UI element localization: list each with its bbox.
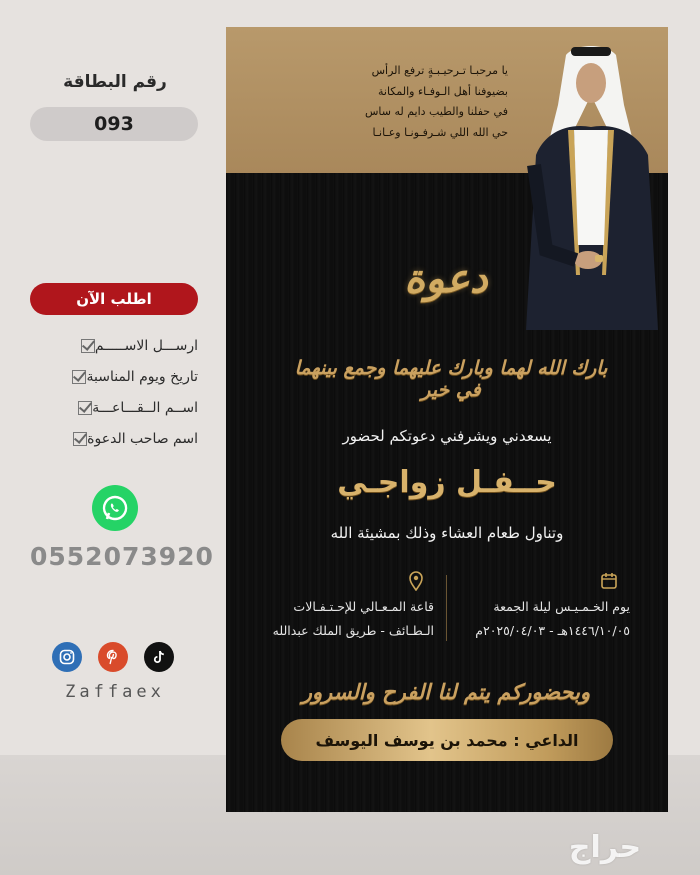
groom-figure-illustration — [516, 35, 666, 330]
location-pin-icon — [408, 571, 424, 591]
event-date-block — [448, 595, 630, 643]
phone-number[interactable]: 0552073920 — [30, 542, 214, 571]
order-now-button[interactable]: اطلب الآن — [30, 283, 198, 315]
pinterest-icon[interactable] — [98, 642, 128, 672]
event-name: حــفـل زواجـي — [337, 465, 557, 500]
requirement-item: تاريخ ويوم المناسبة — [30, 361, 198, 392]
calendar-icon — [601, 571, 617, 591]
host-name-banner: الداعي : محمد بن يوسف اليوسف — [281, 719, 613, 761]
invitation-card — [226, 27, 668, 812]
card-number-value: 093 — [30, 107, 198, 141]
instagram-icon[interactable] — [52, 642, 82, 672]
requirement-item: اسم صاحب الدعوة — [30, 423, 198, 454]
event-venue-block — [250, 595, 434, 643]
closing-phrase: وبحضوركم يتم لنا الفرح والسرور — [301, 679, 591, 704]
requirement-item: اســم الــقـــاعـــة — [30, 392, 198, 423]
venue-address: الـطـائف - طريق الملك عبدالله — [272, 623, 434, 638]
marriage-blessing: بارك الله لهما وبارك عليهما وجمع بينهما في خير — [294, 357, 608, 401]
event-day: يوم الخـمـيـس ليلة الجمعة — [493, 599, 630, 614]
checkbox-icon — [73, 432, 87, 446]
brand-name: Zaffaex — [65, 682, 165, 702]
venue-name: قاعة المـعـالي للإحـتـفـالات — [293, 599, 434, 614]
requirement-item: ارســـل الاســـــم — [30, 330, 198, 361]
event-date: ١٤٤٦/١٠/٠٥هـ - ٢٠٢٥/٠٤/٠٣م — [475, 623, 630, 638]
social-icons — [52, 642, 174, 672]
haraj-watermark: حراج — [568, 830, 642, 865]
dinner-text: وتناول طعام العشاء وذلك بمشيئة الله — [330, 524, 564, 542]
checkbox-icon — [72, 370, 86, 384]
info-divider — [446, 575, 447, 641]
checkbox-icon — [78, 401, 92, 415]
tiktok-icon[interactable] — [144, 642, 174, 672]
whatsapp-icon[interactable] — [92, 485, 138, 531]
card-number-label: رقم البطاقة — [63, 72, 167, 92]
invite-intro-text: يسعدني ويشرفني دعوتكم لحضور — [342, 427, 552, 445]
welcome-poem: يا مرحبـا تـرحيـبـةٍ ترفع الرأس بضيوفنا أهل الـوفـاء والمكانة في حفلنا والطيب دايم له ساس حي الله اللي شـرفـونـا وعـانـا — [364, 64, 508, 139]
requirements-list — [30, 330, 198, 454]
invitation-title: دعوة — [404, 255, 488, 302]
checkbox-icon — [81, 339, 95, 353]
